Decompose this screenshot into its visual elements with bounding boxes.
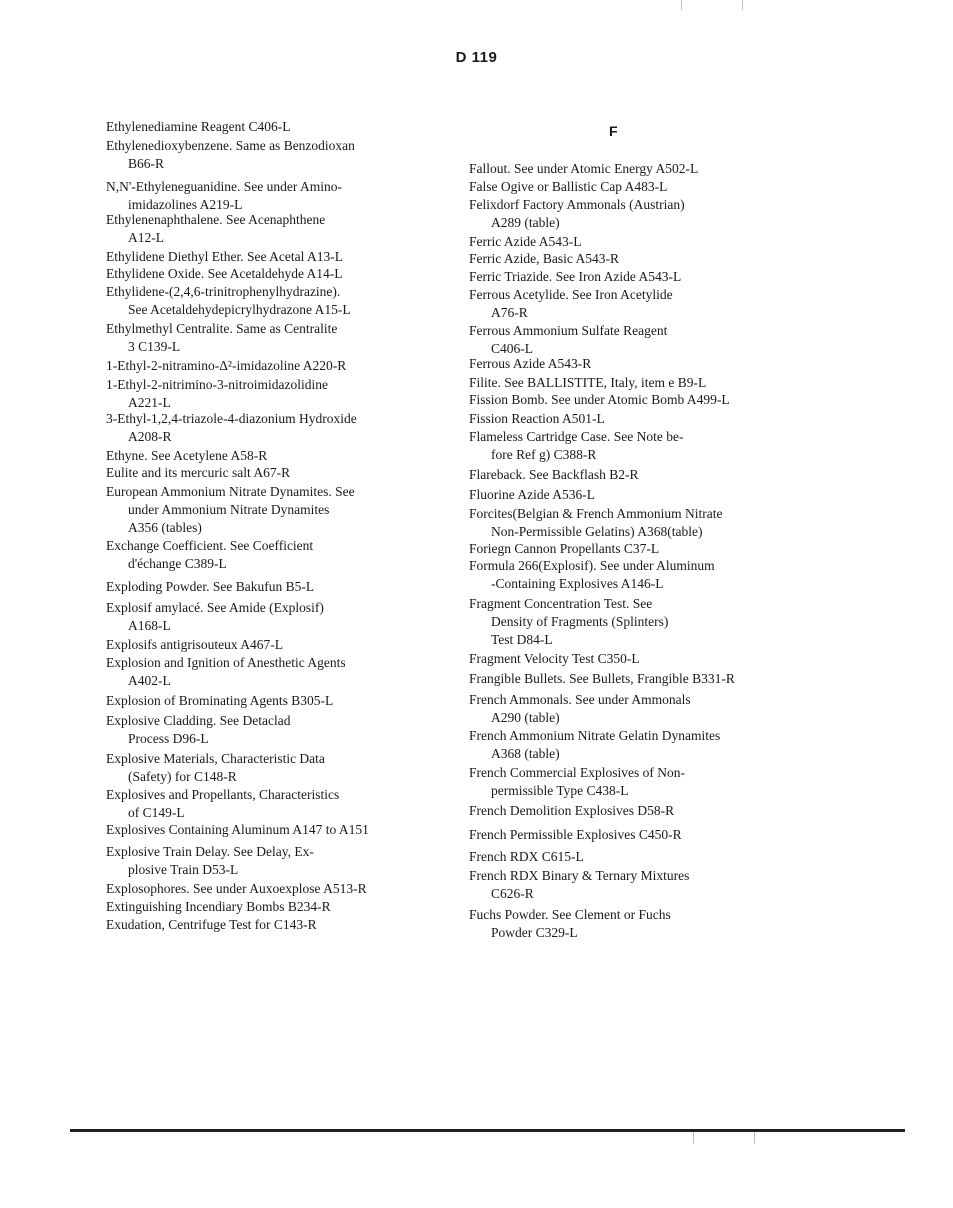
- entry-heading: Felixdorf Factory Ammonals (Austrian): [469, 197, 685, 212]
- index-entry: [469, 802, 829, 820]
- entry-continuation: fore Ref g) C388-R: [491, 447, 597, 462]
- bottom-rule: [70, 1129, 905, 1132]
- index-entry: [106, 211, 451, 247]
- entry-heading: 3-Ethyl-1,2,4-triazole-4-diazonium Hydroxide: [106, 411, 357, 426]
- entry-heading: Foriegn Cannon Propellants C37-L: [469, 541, 660, 556]
- index-entry: [106, 821, 451, 839]
- entry-heading: Ethylenediamine Reagent C406-L: [106, 119, 291, 134]
- entry-heading: Eulite and its mercuric salt A67-R: [106, 465, 291, 480]
- index-entry: [469, 466, 829, 484]
- entry-continuation: under Ammonium Nitrate Dynamites: [128, 502, 330, 517]
- entry-heading: Ethylmethyl Centralite. Same as Centralite: [106, 321, 338, 336]
- entry-continuation: Process D96-L: [128, 731, 209, 746]
- index-entry: [469, 848, 829, 866]
- index-entry: [469, 178, 829, 196]
- entry-continuation: d'échange C389-L: [128, 556, 227, 571]
- entry-heading: Fuchs Powder. See Clement or Fuchs: [469, 907, 671, 922]
- scan-mark-top-1: [681, 0, 682, 10]
- entry-continuation: A221-L: [128, 395, 171, 410]
- entry-continuation: Test D84-L: [491, 632, 553, 647]
- index-entry: [469, 410, 829, 428]
- entry-continuation: 3 C139-L: [128, 339, 181, 354]
- index-entry: [469, 540, 829, 558]
- entry-heading: Explosophores. See under Auxoexplose A513-R: [106, 881, 367, 896]
- entry-continuation: B66-R: [128, 156, 165, 171]
- index-entry: [106, 483, 451, 537]
- entry-heading: French Permissible Explosives C450-R: [469, 827, 682, 842]
- index-entry: [106, 178, 451, 214]
- entry-continuation: plosive Train D53-L: [128, 862, 239, 877]
- entry-heading: Extinguishing Incendiary Bombs B234-R: [106, 899, 331, 914]
- entry-heading: 1-Ethyl-2-nitramino-Δ²-imidazoline A220-R: [106, 358, 347, 373]
- index-entry: [469, 670, 829, 688]
- entry-heading: Explosive Cladding. See Detaclad: [106, 713, 291, 728]
- entry-heading: Frangible Bullets. See Bullets, Frangible B331-R: [469, 671, 735, 686]
- entry-continuation: A208-R: [128, 429, 172, 444]
- index-entry: [469, 906, 829, 942]
- entry-heading: Ferrous Azide A543-R: [469, 356, 592, 371]
- scan-mark-bottom-1: [693, 1132, 694, 1144]
- entry-heading: N,N'-Ethyleneguanidine. See under Amino-: [106, 179, 342, 194]
- index-entry: [469, 764, 829, 800]
- index-entry: [469, 268, 829, 286]
- index-entry: [106, 636, 451, 654]
- index-entry: [106, 786, 451, 822]
- index-entry: [106, 265, 451, 283]
- entry-continuation: -Containing Explosives A146-L: [491, 576, 664, 591]
- entry-continuation: A76-R: [491, 305, 528, 320]
- entry-heading: Explosifs antigrisouteux A467-L: [106, 637, 283, 652]
- scan-mark-bottom-2: [754, 1132, 755, 1144]
- index-entry: [469, 486, 829, 504]
- entry-heading: French RDX Binary & Ternary Mixtures: [469, 868, 690, 883]
- entry-heading: Fluorine Azide A536-L: [469, 487, 595, 502]
- entry-continuation: C626-R: [491, 886, 534, 901]
- page-number: D 119: [455, 49, 498, 66]
- index-entry: [106, 712, 451, 748]
- entry-heading: Ethyne. See Acetylene A58-R: [106, 448, 268, 463]
- entry-continuation: (Safety) for C148-R: [128, 769, 237, 784]
- entry-heading: Filite. See BALLISTITE, Italy, item e B9-L: [469, 375, 707, 390]
- entry-heading: Fallout. See under Atomic Energy A502-L: [469, 161, 699, 176]
- index-entry: [469, 391, 829, 409]
- entry-heading: French Ammonium Nitrate Gelatin Dynamites: [469, 728, 721, 743]
- index-entry: [106, 537, 451, 573]
- index-entry: [106, 750, 451, 786]
- entry-heading: Exploding Powder. See Bakufun B5-L: [106, 579, 315, 594]
- index-entry: [106, 357, 451, 375]
- entry-heading: Explosion and Ignition of Anesthetic Agents: [106, 655, 346, 670]
- index-entry: [469, 505, 829, 541]
- index-entry: [106, 410, 451, 446]
- section-letter-heading: F: [609, 123, 618, 139]
- entry-heading: Fission Bomb. See under Atomic Bomb A499-L: [469, 392, 730, 407]
- index-entry: [469, 595, 829, 649]
- entry-heading: Flareback. See Backflash B2-R: [469, 467, 639, 482]
- entry-continuation: Non-Permissible Gelatins) A368(table): [491, 524, 703, 539]
- entry-continuation: permissible Type C438-L: [491, 783, 629, 798]
- entry-continuation: Powder C329-L: [491, 925, 578, 940]
- index-entry: [106, 248, 451, 266]
- index-entry: [106, 898, 451, 916]
- entry-heading: Explosives and Propellants, Characteristics: [106, 787, 340, 802]
- entry-continuation: imidazolines A219-L: [128, 197, 243, 212]
- entry-heading: Ferrous Acetylide. See Iron Acetylide: [469, 287, 673, 302]
- index-entry: [469, 355, 829, 373]
- index-entry: [469, 727, 829, 763]
- entry-heading: Ethylenenaphthalene. See Acenaphthene: [106, 212, 326, 227]
- index-entry: [106, 916, 451, 934]
- entry-continuation: A368 (table): [491, 746, 560, 761]
- scan-mark-top-2: [742, 0, 743, 10]
- entry-heading: Ferrous Ammonium Sulfate Reagent: [469, 323, 668, 338]
- index-entry: [469, 374, 829, 392]
- index-entry: [106, 447, 451, 465]
- index-entry: [106, 692, 451, 710]
- entry-heading: Exudation, Centrifuge Test for C143-R: [106, 917, 317, 932]
- entry-continuation: A290 (table): [491, 710, 560, 725]
- index-entry: [469, 233, 829, 251]
- entry-heading: Explosives Containing Aluminum A147 to A151: [106, 822, 369, 837]
- index-entry: [469, 286, 829, 322]
- index-entry: [106, 599, 451, 635]
- index-entry: [469, 160, 829, 178]
- entry-heading: Explosive Materials, Characteristic Data: [106, 751, 325, 766]
- entry-continuation: A402-L: [128, 673, 171, 688]
- index-entry: [469, 196, 829, 232]
- entry-heading: Exchange Coefficient. See Coefficient: [106, 538, 314, 553]
- index-entry: [106, 654, 451, 690]
- entry-continuation: of C149-L: [128, 805, 185, 820]
- entry-continuation: Density of Fragments (Splinters): [491, 614, 669, 629]
- entry-heading: Ethylenedioxybenzene. Same as Benzodioxan: [106, 138, 355, 153]
- index-entry: [469, 691, 829, 727]
- index-entry: [106, 578, 451, 596]
- index-entry: [469, 428, 829, 464]
- entry-heading: Ethylidene Diethyl Ether. See Acetal A13-L: [106, 249, 343, 264]
- entry-continuation: A356 (tables): [128, 520, 202, 535]
- entry-heading: Ferric Azide A543-L: [469, 234, 582, 249]
- index-entry: [469, 867, 829, 903]
- entry-continuation: A289 (table): [491, 215, 560, 230]
- entry-heading: Explosion of Brominating Agents B305-L: [106, 693, 334, 708]
- entry-heading: French Ammonals. See under Ammonals: [469, 692, 691, 707]
- entry-heading: Fission Reaction A501-L: [469, 411, 605, 426]
- index-entry: [106, 283, 451, 319]
- index-entry: [106, 320, 451, 356]
- index-entry: [469, 557, 829, 593]
- index-entry: [469, 322, 829, 358]
- entry-heading: Flameless Cartridge Case. See Note be-: [469, 429, 684, 444]
- index-entry: [106, 843, 451, 879]
- entry-continuation: A168-L: [128, 618, 171, 633]
- entry-continuation: C406-L: [491, 341, 533, 356]
- entry-heading: European Ammonium Nitrate Dynamites. See: [106, 484, 355, 499]
- index-entry: [106, 118, 451, 136]
- entry-heading: 1-Ethyl-2-nitrimino-3-nitroimidazolidine: [106, 377, 328, 392]
- index-entry: [106, 376, 451, 412]
- entry-continuation: See Acetaldehydepicrylhydrazone A15-L: [128, 302, 351, 317]
- index-entry: [469, 650, 829, 668]
- entry-heading: French Commercial Explosives of Non-: [469, 765, 685, 780]
- index-entry: [106, 137, 451, 173]
- index-entry: [106, 464, 451, 482]
- entry-heading: Ferric Azide, Basic A543-R: [469, 251, 619, 266]
- entry-heading: Ethylidene-(2,4,6-trinitrophenylhydrazine).: [106, 284, 341, 299]
- entry-heading: Ethylidene Oxide. See Acetaldehyde A14-L: [106, 266, 343, 281]
- entry-heading: Ferric Triazide. See Iron Azide A543-L: [469, 269, 682, 284]
- entry-heading: Fragment Velocity Test C350-L: [469, 651, 640, 666]
- entry-heading: French RDX C615-L: [469, 849, 584, 864]
- entry-heading: Forcites(Belgian & French Ammonium Nitrate: [469, 506, 723, 521]
- index-entry: [106, 880, 451, 898]
- entry-heading: French Demolition Explosives D58-R: [469, 803, 675, 818]
- entry-continuation: A12-L: [128, 230, 164, 245]
- index-entry: [469, 250, 829, 268]
- index-entry: [469, 826, 829, 844]
- entry-heading: Explosive Train Delay. See Delay, Ex-: [106, 844, 314, 859]
- entry-heading: Formula 266(Explosif). See under Aluminum: [469, 558, 715, 573]
- entry-heading: Explosif amylacé. See Amide (Explosif): [106, 600, 324, 615]
- entry-heading: Fragment Concentration Test. See: [469, 596, 653, 611]
- entry-heading: False Ogive or Ballistic Cap A483-L: [469, 179, 668, 194]
